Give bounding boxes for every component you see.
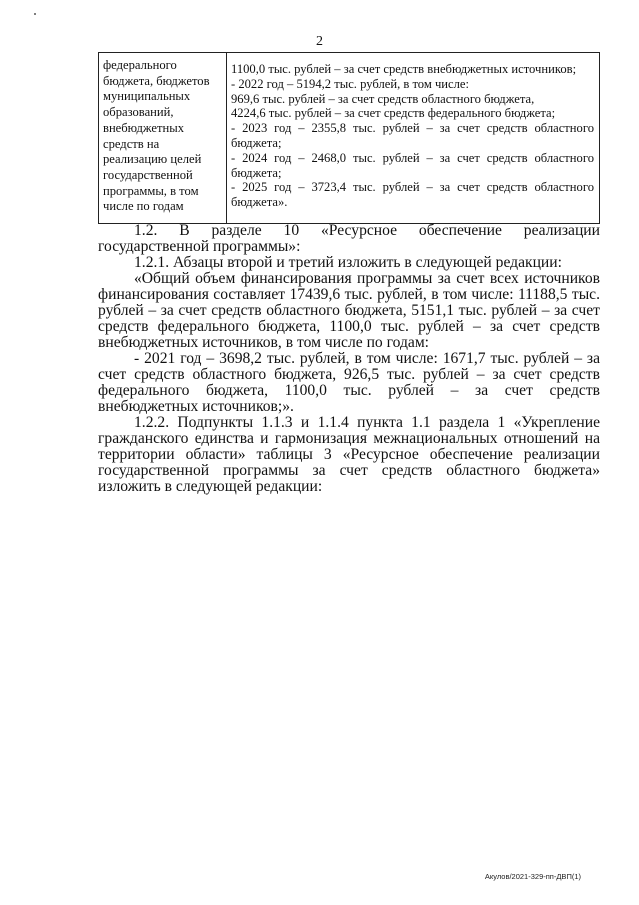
paragraph-2021-funding: - 2021 год – 3698,2 тыс. рублей, в том числе: 1671,7 тыс. рублей – за счет средств областного бюджета, 926,5 тыс. рублей – за счет средств федерального бюджета, 1100,0 тыс. рублей – за счет средств внебюджетных источников;». (98, 350, 600, 415)
value-line: - 2025 год – 3723,4 тыс. рублей – за счет средств областного (231, 180, 594, 195)
value-line: - 2023 год – 2355,8 тыс. рублей – за счет средств областного (231, 121, 594, 136)
document-body (98, 223, 600, 495)
scan-speck (34, 13, 36, 15)
value-line: - 2024 год – 2468,0 тыс. рублей – за счет средств областного (231, 150, 594, 165)
label-line: средств на (103, 136, 160, 151)
label-line: внебюджетных (103, 120, 184, 135)
value-line: - 2022 год – 5194,2 тыс. рублей, в том числе: (231, 76, 470, 91)
label-line: бюджета, бюджетов (103, 73, 210, 88)
value-line: 969,6 тыс. рублей – за счет средств областного бюджета, (231, 91, 535, 106)
resources-table (98, 52, 600, 224)
label-line: федерального (103, 58, 177, 72)
value-line: 4224,6 тыс. рублей – за счет средств федерального бюджета; (231, 106, 556, 121)
label-line: программы, в том (103, 183, 199, 198)
label-line: числе по годам (103, 199, 184, 214)
page-number: 2 (316, 34, 323, 49)
document-file-stamp: Акулов/2021-329-пп-ДВП(1) (484, 872, 581, 881)
paragraph-total-funding: «Общий объем финансирования программы за счет всех источников финансирования составляет 17439,6 тыс. рублей, в том числе: 11188,5 тыс. рублей – за счет средств областного бюджета, 5151,1 тыс. рублей – за счет средств федерального бюджета, 1100,0 тыс. рублей – за счет средств внебюджетных источников, в том числе по годам: (98, 270, 600, 351)
paragraph-section-1-2-2: 1.2.2. Подпункты 1.1.3 и 1.1.4 пункта 1.1 раздела 1 «Укрепление гражданского единства и гармонизация межнациональных отношений на территории области» таблицы 3 «Ресурсное обеспечение реализации государственной программы за счет средств областного бюджета» изложить в следующей редакции: (98, 414, 600, 495)
table-value-cell (227, 53, 599, 223)
paragraph-section-1-2: 1.2. В разделе 10 «Ресурсное обеспечение реализации государственной программы»: (98, 222, 600, 255)
value-line: бюджета; (231, 135, 282, 150)
label-line: муниципальных (103, 89, 191, 104)
value-line: бюджета; (231, 165, 282, 180)
label-line: образований, (103, 105, 174, 120)
paragraph-section-1-2-1: 1.2.1. Абзацы второй и третий изложить в следующей редакции: (134, 254, 562, 271)
label-line: государственной (103, 167, 193, 182)
value-line: бюджета». (231, 195, 288, 210)
table-label-cell (99, 53, 227, 223)
value-line: 1100,0 тыс. рублей – за счет средств внебюджетных источников; (231, 62, 577, 76)
label-line: реализацию целей (103, 152, 202, 167)
